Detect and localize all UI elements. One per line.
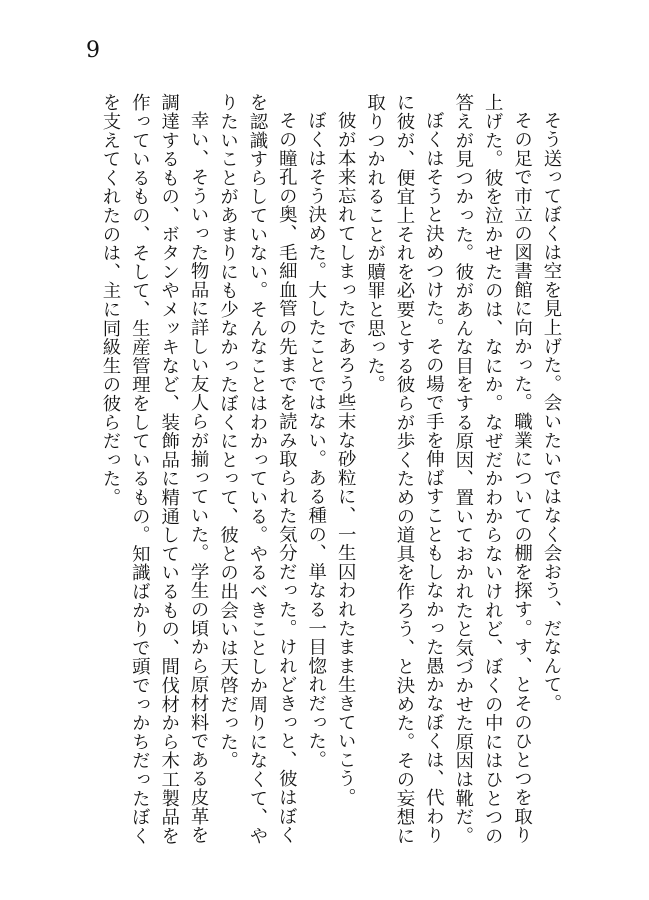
vertical-text-column	[96, 93, 566, 853]
paragraph-4: 彼が本来忘れてしまったであろう些末な砂粒に、一生囚われたまま生きていこう。	[335, 111, 357, 807]
paragraph-6: その瞳孔の奥、毛細血管の先までを読み取られた気分だった。けれどきっと、彼はぼくを認識すらしていない。そんなことはわかっている。やるべきことしか周りになくて、やりたいことがあまりにも少なかったぼくにとって、彼との出会いは天啓だった。	[217, 93, 298, 845]
paragraph-1: そう送ってぼくは空を見上げた。会いたいではなく会おう、だなんて。	[541, 111, 562, 713]
body-text	[96, 93, 566, 853]
paragraph-2: その足で市立の図書館に向かった。職業についての棚を探す。す、とそのひとつを取り上げた。彼を泣かせたのは、なにか。なぜだかわからないけれど、ぼくの中にはひとつの答えが見つかった。彼があんな目をする原因、置いておかれたと気づかせた原因は靴だ。	[452, 93, 533, 845]
paragraph-3: ぼくはそうと決めつけた。その場で手を伸ばすこともしなかった愚かなぼくは、代わりに彼が、便宜上それを必要とする彼らが歩くための道具を作ろう、と決めた。その妄想に取りつかれることが贖罪と思った。	[364, 93, 445, 845]
page-number: 9	[86, 38, 100, 63]
paragraph-7: 幸い、そういった物品に詳しい友人らが揃っていた。学生の頃から原材料である皮革を調達するもの、ボタンやメッキなど、装飾品に精通しているもの、間伐材から木工製品を作っているもの、そして、生産管理をしているもの。知識ばかりで頭でっかちだったぼくを支えてくれたのは、主に同級生の彼らだった。	[99, 93, 210, 845]
paragraph-5: ぼくはそう決めた。大したことではない。ある種の、単なる一目惚れだった。	[305, 111, 327, 770]
